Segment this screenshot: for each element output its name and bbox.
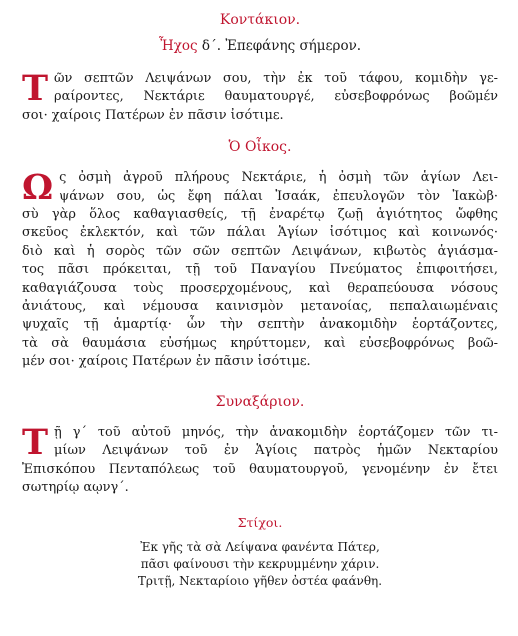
oikos-title: Ὁ Οἶκος.	[228, 139, 292, 156]
synaxarion-line-3: Ἐπισκόπου Πενταπόλεως τοῦ θαυματουργοῦ, γενομένην ἐν ἔτει	[22, 461, 498, 477]
oikos-line-11: μέν σοι· χαίροις Πατέρων ἐν πᾶσιν ἰσότιμε.	[22, 354, 311, 370]
oikos-line-6: τος πᾶσι πρόκειται, τῇ τοῦ Παναγίου Πνεύματος ἐπιφοιτήσει,	[22, 262, 498, 278]
stichoi-line-2: πᾶσι φαίνουσι τὴν κεκρυμμένην χάριν.	[140, 557, 380, 572]
synaxarion-line-2: μίων Λειψάνων τοῦ ἐν Ἁγίοις πατρὸς ἡμῶν Νεκταρίου	[54, 443, 498, 459]
synaxarion-line-4: σωτηρίῳ αῳνγ΄.	[22, 479, 129, 495]
oikos-line-1: ς ὀσμὴ ἀγροῦ πλήρους Νεκτάριε, ἡ ὀσμὴ τῶν ἁγίων Λει-	[59, 170, 498, 186]
kontakion-text	[22, 70, 498, 125]
kontakion-line-2: ραίροντες, Νεκτάριε θαυματουργέ, εὐσεβοφρόνως βοῶμέν	[54, 89, 498, 105]
kontakion-line-3: σοι· χαίροις Πατέρων ἐν πᾶσιν ἰσότιμε.	[22, 107, 284, 123]
kontakion-drop-cap: Τ	[22, 68, 49, 109]
oikos-line-5: διὸ καὶ ἡ σορὸς τῶν σῶν σεπτῶν Λειψάνων, κιβωτὸς ἁγιάσμα-	[22, 243, 498, 259]
oikos-line-7: καθαγιάζουσα τοὺς προσερχομένους, καὶ θεραπεύουσα νόσους	[22, 280, 498, 296]
stichoi-verses	[22, 539, 498, 590]
kontakion-tone	[22, 38, 498, 58]
oikos-line-10: τὰ σὰ θαυμάσια εὐσήμως κηρύττομεν, καὶ εὐσεβοφρόνως βοῶ-	[22, 335, 498, 351]
oikos-line-3: σὺ γὰρ ὅλος καθαγιασθείς, τῇ ἐναρέτῳ ζωῇ ἁγιότητος ὤφθης	[22, 207, 498, 223]
tone-text: δ΄. Ἐπεφάνης σήμερον.	[197, 38, 362, 54]
tone-mark: Ἦχος	[158, 38, 198, 54]
oikos-text	[22, 169, 498, 371]
synaxarion-text	[22, 421, 498, 498]
stichoi-line-1: Ἐκ γῆς τὰ σὰ Λείψανα φανέντα Πάτερ,	[140, 540, 380, 555]
oikos-line-2: ψάνων σου, ὡς ἔφη πάλαι Ἰσαάκ, ἐπευλογῶν τὸν Ἰακὼβ·	[59, 188, 498, 204]
oikos-line-8: ἀνιάτους, καὶ νέμουσα καινισμὸν μετανοίας, πεπαλαιωμέναις	[22, 299, 498, 315]
synaxarion-drop-cap: Τ	[22, 421, 49, 463]
kontakion-title: Κοντάκιον.	[219, 12, 301, 28]
oikos-line-9: ψυχαῖς τῇ ἁμαρτίᾳ· ὧν τὴν σεπτὴν ἀνακομιδὴν ἑορτάζοντες,	[22, 317, 498, 333]
synaxarion-title: Συναξάριον.	[215, 393, 305, 410]
oikos-line-4: σκεῦος ἐκλεκτόν, καὶ τῶν πάλαι Ἁγίων ἰσότιμος καὶ κοινωνός·	[22, 225, 498, 241]
stichoi-title: Στίχοι.	[237, 515, 283, 531]
oikos-drop-cap: Ω	[22, 167, 54, 209]
kontakion-line-1: ῶν σεπτῶν Λειψάνων σου, τὴν ἐκ τοῦ τάφου, κομιδὴν γε-	[54, 71, 498, 86]
synaxarion-line-1: ῇ γ΄ τοῦ αὐτοῦ μηνός, τὴν ἀνακομιδὴν ἑορτάζομεν τῶν τι-	[54, 424, 498, 440]
stichoi-line-3: Τριτῇ, Νεκταρίοιο γῆθεν ὀστέα φαάνθη.	[137, 574, 383, 589]
